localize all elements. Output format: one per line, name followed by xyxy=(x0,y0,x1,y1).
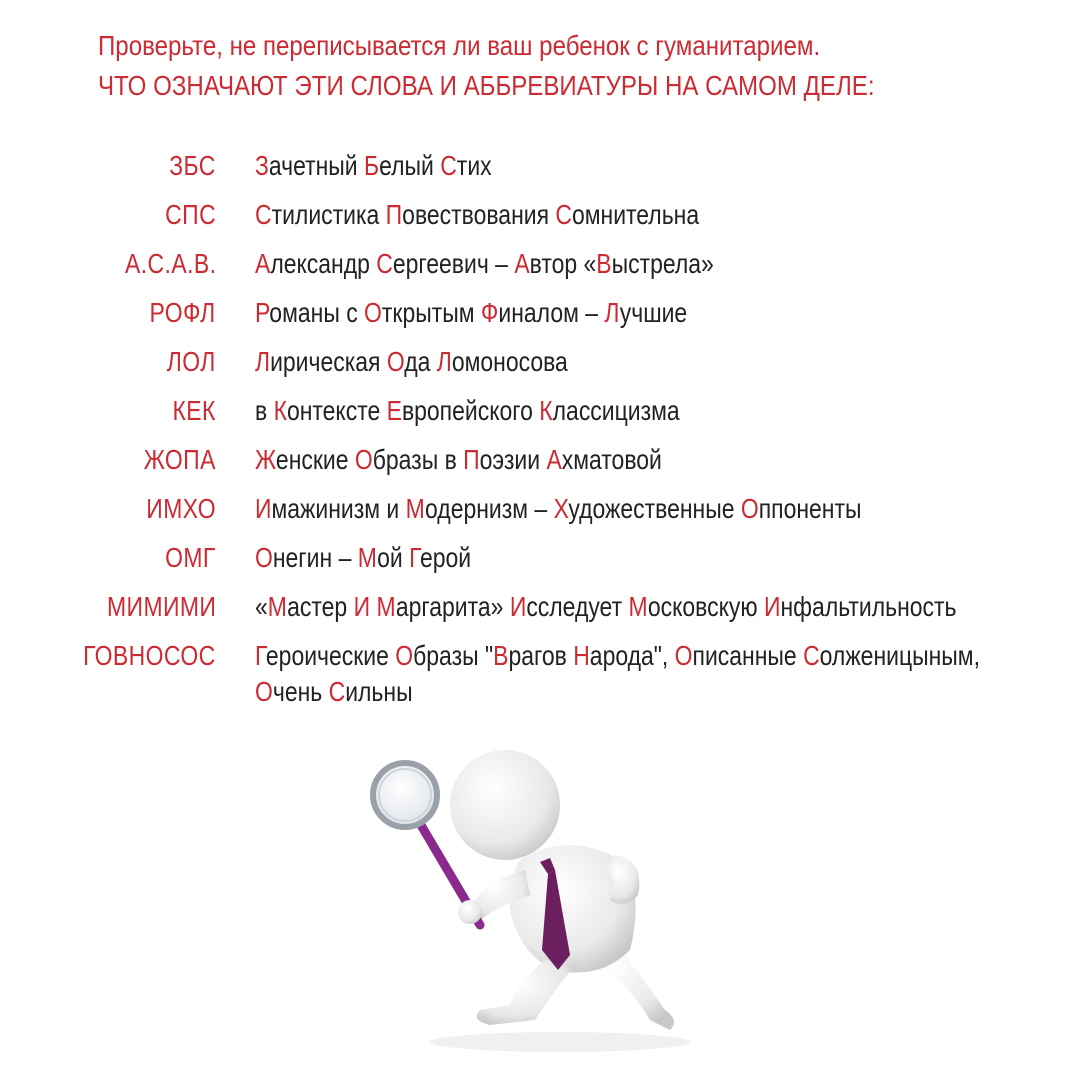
abbreviation-meaning xyxy=(255,197,1018,233)
list-item xyxy=(0,391,1080,440)
highlighted-initial: Г xyxy=(255,640,266,671)
abbreviation-term: ЛОЛ xyxy=(167,346,216,377)
list-item xyxy=(0,342,1080,391)
highlighted-initial: О xyxy=(386,346,405,377)
meaning-text: одернизм – xyxy=(425,493,554,524)
highlighted-initial: П xyxy=(463,444,480,475)
meaning-text: бразы " xyxy=(413,640,494,671)
meaning-text: сследует xyxy=(526,591,629,622)
highlighted-initial: Л xyxy=(436,346,452,377)
highlighted-initial: Б xyxy=(364,150,380,181)
highlighted-initial: З xyxy=(255,150,269,181)
abbreviation-meaning xyxy=(255,344,1018,380)
meaning-text: аргарита» xyxy=(395,591,510,622)
highlighted-initial: А xyxy=(546,444,562,475)
meaning-text: тих xyxy=(456,150,492,181)
meaning-text: оэзии xyxy=(479,444,547,475)
highlighted-initial: С xyxy=(803,640,820,671)
meaning-text: хматовой xyxy=(561,444,662,475)
meaning-text: бразы в xyxy=(372,444,464,475)
meaning-text: тилистика xyxy=(271,199,386,230)
list-item xyxy=(0,489,1080,538)
highlighted-initial: Е xyxy=(386,395,402,426)
meaning-text: негин – xyxy=(272,542,358,573)
meaning-text: лассицизма xyxy=(552,395,680,426)
highlighted-initial: О xyxy=(674,640,693,671)
meaning-text: ерой xyxy=(419,542,472,573)
list-item xyxy=(0,538,1080,587)
meaning-text: ой xyxy=(377,542,410,573)
abbreviation-term: А.С.А.В. xyxy=(124,248,216,279)
meaning-text: омнительна xyxy=(571,199,700,230)
highlighted-initial: О xyxy=(255,542,273,573)
abbreviation-meaning xyxy=(255,148,1018,184)
highlighted-initial: Л xyxy=(255,346,271,377)
highlighted-initial: К xyxy=(273,395,287,426)
highlighted-initial: А xyxy=(514,248,530,279)
header-line-1: Проверьте, не переписывается ли ваш ребенок с гуманитарием. xyxy=(98,30,821,61)
highlighted-initial: С xyxy=(376,248,393,279)
meaning-text: ильны xyxy=(345,676,413,707)
highlighted-initial: И xyxy=(509,591,527,622)
meaning-text: осковскую xyxy=(647,591,764,622)
abbreviation-meaning xyxy=(255,246,1018,282)
abbreviation-meaning xyxy=(255,540,1018,576)
highlighted-initial: М xyxy=(405,493,426,524)
meaning-text: оманы с xyxy=(269,297,365,328)
highlighted-initial: С xyxy=(555,199,572,230)
highlighted-initial: М xyxy=(267,591,288,622)
highlighted-initial: Р xyxy=(255,297,270,328)
meaning-text: ткрытым xyxy=(381,297,481,328)
list-item xyxy=(0,440,1080,489)
highlighted-initial: О xyxy=(364,297,382,328)
highlighted-initial: О xyxy=(740,493,759,524)
magnifying-glass-man-icon xyxy=(370,720,730,1060)
meaning-text: в xyxy=(255,395,274,426)
meaning-text: ачетный xyxy=(268,150,365,181)
list-item xyxy=(0,244,1080,293)
meaning-text: енские xyxy=(275,444,355,475)
highlighted-initial: К xyxy=(539,395,553,426)
meaning-text: астер xyxy=(287,591,354,622)
meaning-text: елый xyxy=(379,150,441,181)
list-item xyxy=(0,146,1080,195)
meaning-text: ероические xyxy=(265,640,396,671)
header-line-2: ЧТО ОЗНАЧАЮТ ЭТИ СЛОВА И АББРЕВИАТУРЫ НА САМОМ ДЕЛЕ: xyxy=(98,70,875,101)
highlighted-initial: А xyxy=(255,248,271,279)
abbreviation-term: ИМХО xyxy=(146,493,216,524)
highlighted-initial: Ф xyxy=(480,297,499,328)
meaning-text: овествования xyxy=(402,199,556,230)
highlighted-initial: П xyxy=(385,199,403,230)
abbreviation-meaning xyxy=(255,295,1018,331)
meaning-text: ирическая xyxy=(270,346,387,377)
meaning-text: удожественные xyxy=(568,493,741,524)
meaning-text: втор « xyxy=(529,248,597,279)
highlighted-initial: И xyxy=(353,591,371,622)
meaning-text: учшие xyxy=(619,297,688,328)
highlighted-initial: И xyxy=(763,591,781,622)
abbreviation-term: СПС xyxy=(165,199,216,230)
meaning-text: да xyxy=(404,346,437,377)
highlighted-initial: Х xyxy=(553,493,569,524)
meaning-text: онтексте xyxy=(286,395,387,426)
highlighted-initial: М xyxy=(357,542,378,573)
meaning-text: омоносова xyxy=(451,346,568,377)
abbreviation-term: ОМГ xyxy=(165,542,216,573)
highlighted-initial: М xyxy=(376,591,396,622)
meaning-text: вропейского xyxy=(401,395,540,426)
highlighted-initial: Н xyxy=(573,640,590,671)
meaning-text: ппоненты xyxy=(758,493,862,524)
highlighted-initial: С xyxy=(440,150,457,181)
highlighted-initial: О xyxy=(395,640,414,671)
list-item xyxy=(0,293,1080,342)
meaning-text: мажинизм и xyxy=(271,493,406,524)
highlighted-initial: В xyxy=(596,248,612,279)
detective-figure-illustration xyxy=(370,720,730,1060)
highlighted-initial: Л xyxy=(604,297,620,328)
abbreviation-meaning xyxy=(255,589,1018,625)
meaning-text: рагов xyxy=(508,640,574,671)
abbreviation-meaning xyxy=(255,638,1018,710)
meaning-text: ергеевич – xyxy=(392,248,515,279)
abbreviation-meaning xyxy=(255,491,1018,527)
abbreviation-term: МИМИМИ xyxy=(106,591,216,622)
meaning-text: арода", xyxy=(589,640,675,671)
abbreviation-meaning xyxy=(255,393,1018,429)
highlighted-initial: Ж xyxy=(255,444,276,475)
highlighted-initial: О xyxy=(354,444,373,475)
meaning-text: олженицыным, xyxy=(819,640,980,671)
abbreviation-term: КЕК xyxy=(172,395,216,426)
meaning-text: лександр xyxy=(270,248,377,279)
meaning-text: писанные xyxy=(692,640,804,671)
abbreviation-meaning xyxy=(255,442,1018,478)
abbreviation-term: РОФЛ xyxy=(149,297,216,328)
meaning-text: чень xyxy=(272,676,329,707)
highlighted-initial: В xyxy=(493,640,509,671)
page-header xyxy=(98,26,924,106)
abbreviation-term: ЖОПА xyxy=(143,444,216,475)
meaning-text: иналом – xyxy=(498,297,605,328)
list-item xyxy=(0,195,1080,244)
highlighted-initial: Г xyxy=(409,542,420,573)
list-item xyxy=(0,636,1080,716)
highlighted-initial: М xyxy=(628,591,648,622)
highlighted-initial: О xyxy=(255,676,273,707)
abbreviation-term: ЗБС xyxy=(169,150,216,181)
abbreviation-list xyxy=(0,146,1080,716)
meaning-text: ыстрела» xyxy=(611,248,714,279)
meaning-text: нфальтильность xyxy=(780,591,957,622)
abbreviation-term: ГОВНОСОС xyxy=(83,640,216,671)
highlighted-initial: С xyxy=(328,676,346,707)
list-item xyxy=(0,587,1080,636)
meaning-text: « xyxy=(255,591,268,622)
highlighted-initial: И xyxy=(255,493,272,524)
highlighted-initial: С xyxy=(255,199,272,230)
